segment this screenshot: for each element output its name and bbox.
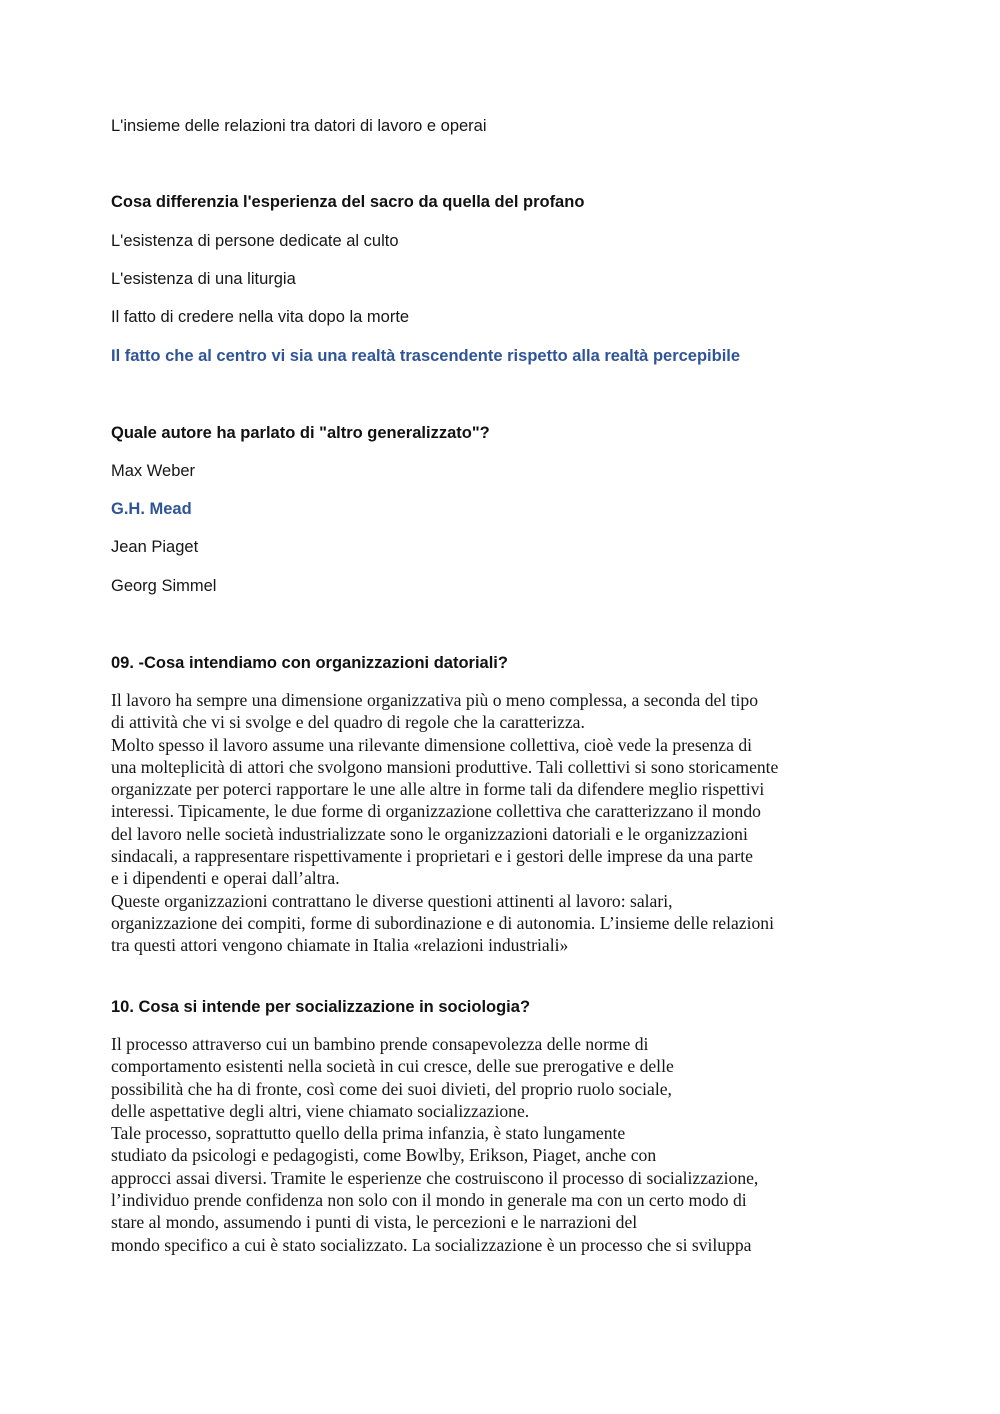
answer-line: L'insieme delle relazioni tra datori di lavoro e operai xyxy=(111,117,487,135)
question-10-title: 10. Cosa si intende per socializzazione in sociologia? xyxy=(111,998,531,1016)
answer-10-paragraph xyxy=(111,1033,758,1256)
question-sacro: Cosa differenzia l'esperienza del sacro da quella del profano xyxy=(111,193,585,211)
paragraph-line: organizzazione dei compiti, forme di subordinazione e di autonomia. L’insieme delle relazioni xyxy=(111,912,774,933)
paragraph-line: possibilità che ha di fronte, così come dei suoi divieti, del proprio ruolo sociale, xyxy=(111,1078,672,1099)
paragraph-line: e i dipendenti e operai dall’altra. xyxy=(111,868,340,889)
paragraph-line: delle aspettative degli altri, viene chiamato socializzazione. xyxy=(111,1100,530,1121)
paragraph-line: una molteplicità di attori che svolgono mansioni produttive. Tali collettivi si sono storicamente xyxy=(111,756,779,777)
correct-answer: Il fatto che al centro vi sia una realtà trascendente rispetto alla realtà percepibile xyxy=(111,347,741,365)
option-line: Il fatto di credere nella vita dopo la morte xyxy=(111,308,410,326)
option-line: L'esistenza di persone dedicate al culto xyxy=(111,232,399,250)
paragraph-line: approcci assai diversi. Tramite le esperienze che costruiscono il processo di socializzazione, xyxy=(111,1167,759,1188)
paragraph-line: Queste organizzazioni contrattano le diverse questioni attinenti al lavoro: salari, xyxy=(111,890,673,911)
paragraph-line: comportamento esistenti nella società in cui cresce, delle sue prerogative e delle xyxy=(111,1056,674,1077)
paragraph-line: stare al mondo, assumendo i punti di vista, le percezioni e le narrazioni del xyxy=(111,1212,638,1233)
paragraph-line: Il lavoro ha sempre una dimensione organizzativa più o meno complessa, a seconda del tipo xyxy=(111,690,759,710)
paragraph-line: del lavoro nelle società industrializzate sono le organizzazioni datoriali e le organizzazioni xyxy=(111,823,748,844)
paragraph-line: di attività che vi si svolge e del quadro di regole che la caratterizza. xyxy=(111,712,585,733)
option-line: L'esistenza di una liturgia xyxy=(111,270,296,288)
question-altro-generalizzato: Quale autore ha parlato di "altro generalizzato"? xyxy=(111,424,490,442)
paragraph-line: studiato da psicologi e pedagogisti, come Bowlby, Erikson, Piaget, anche con xyxy=(111,1145,657,1166)
paragraph-line: l’individuo prende confidenza non solo con il mondo in generale ma con un certo modo di xyxy=(111,1190,747,1211)
paragraph-line: Tale processo, soprattutto quello della prima infanzia, è stato lungamente xyxy=(111,1123,626,1144)
option-line: Georg Simmel xyxy=(111,577,217,595)
option-line: Jean Piaget xyxy=(111,538,199,556)
paragraph-line: mondo specifico a cui è stato socializzato. La socializzazione è un processo che si sviluppa xyxy=(111,1234,752,1255)
paragraph-line: tra questi attori vengono chiamate in Italia «relazioni industriali» xyxy=(111,935,569,956)
question-09-title: 09. -Cosa intendiamo con organizzazioni datoriali? xyxy=(111,654,508,672)
correct-answer: G.H. Mead xyxy=(111,500,192,518)
paragraph-line: organizzate per poterci rapportare le une alle altre in forme tali da difendere meglio rispettivi xyxy=(111,779,765,800)
answer-09-paragraph xyxy=(111,689,778,957)
paragraph-line: interessi. Tipicamente, le due forme di organizzazione collettiva che caratterizzano il mondo xyxy=(111,801,761,822)
paragraph-line: Molto spesso il lavoro assume una rilevante dimensione collettiva, cioè vede la presenza di xyxy=(111,734,753,755)
option-line: Max Weber xyxy=(111,462,196,480)
paragraph-line: Il processo attraverso cui un bambino prende consapevolezza delle norme di xyxy=(111,1034,649,1054)
paragraph-line: sindacali, a rappresentare rispettivamente i proprietari e i gestori delle imprese da una parte xyxy=(111,846,753,867)
